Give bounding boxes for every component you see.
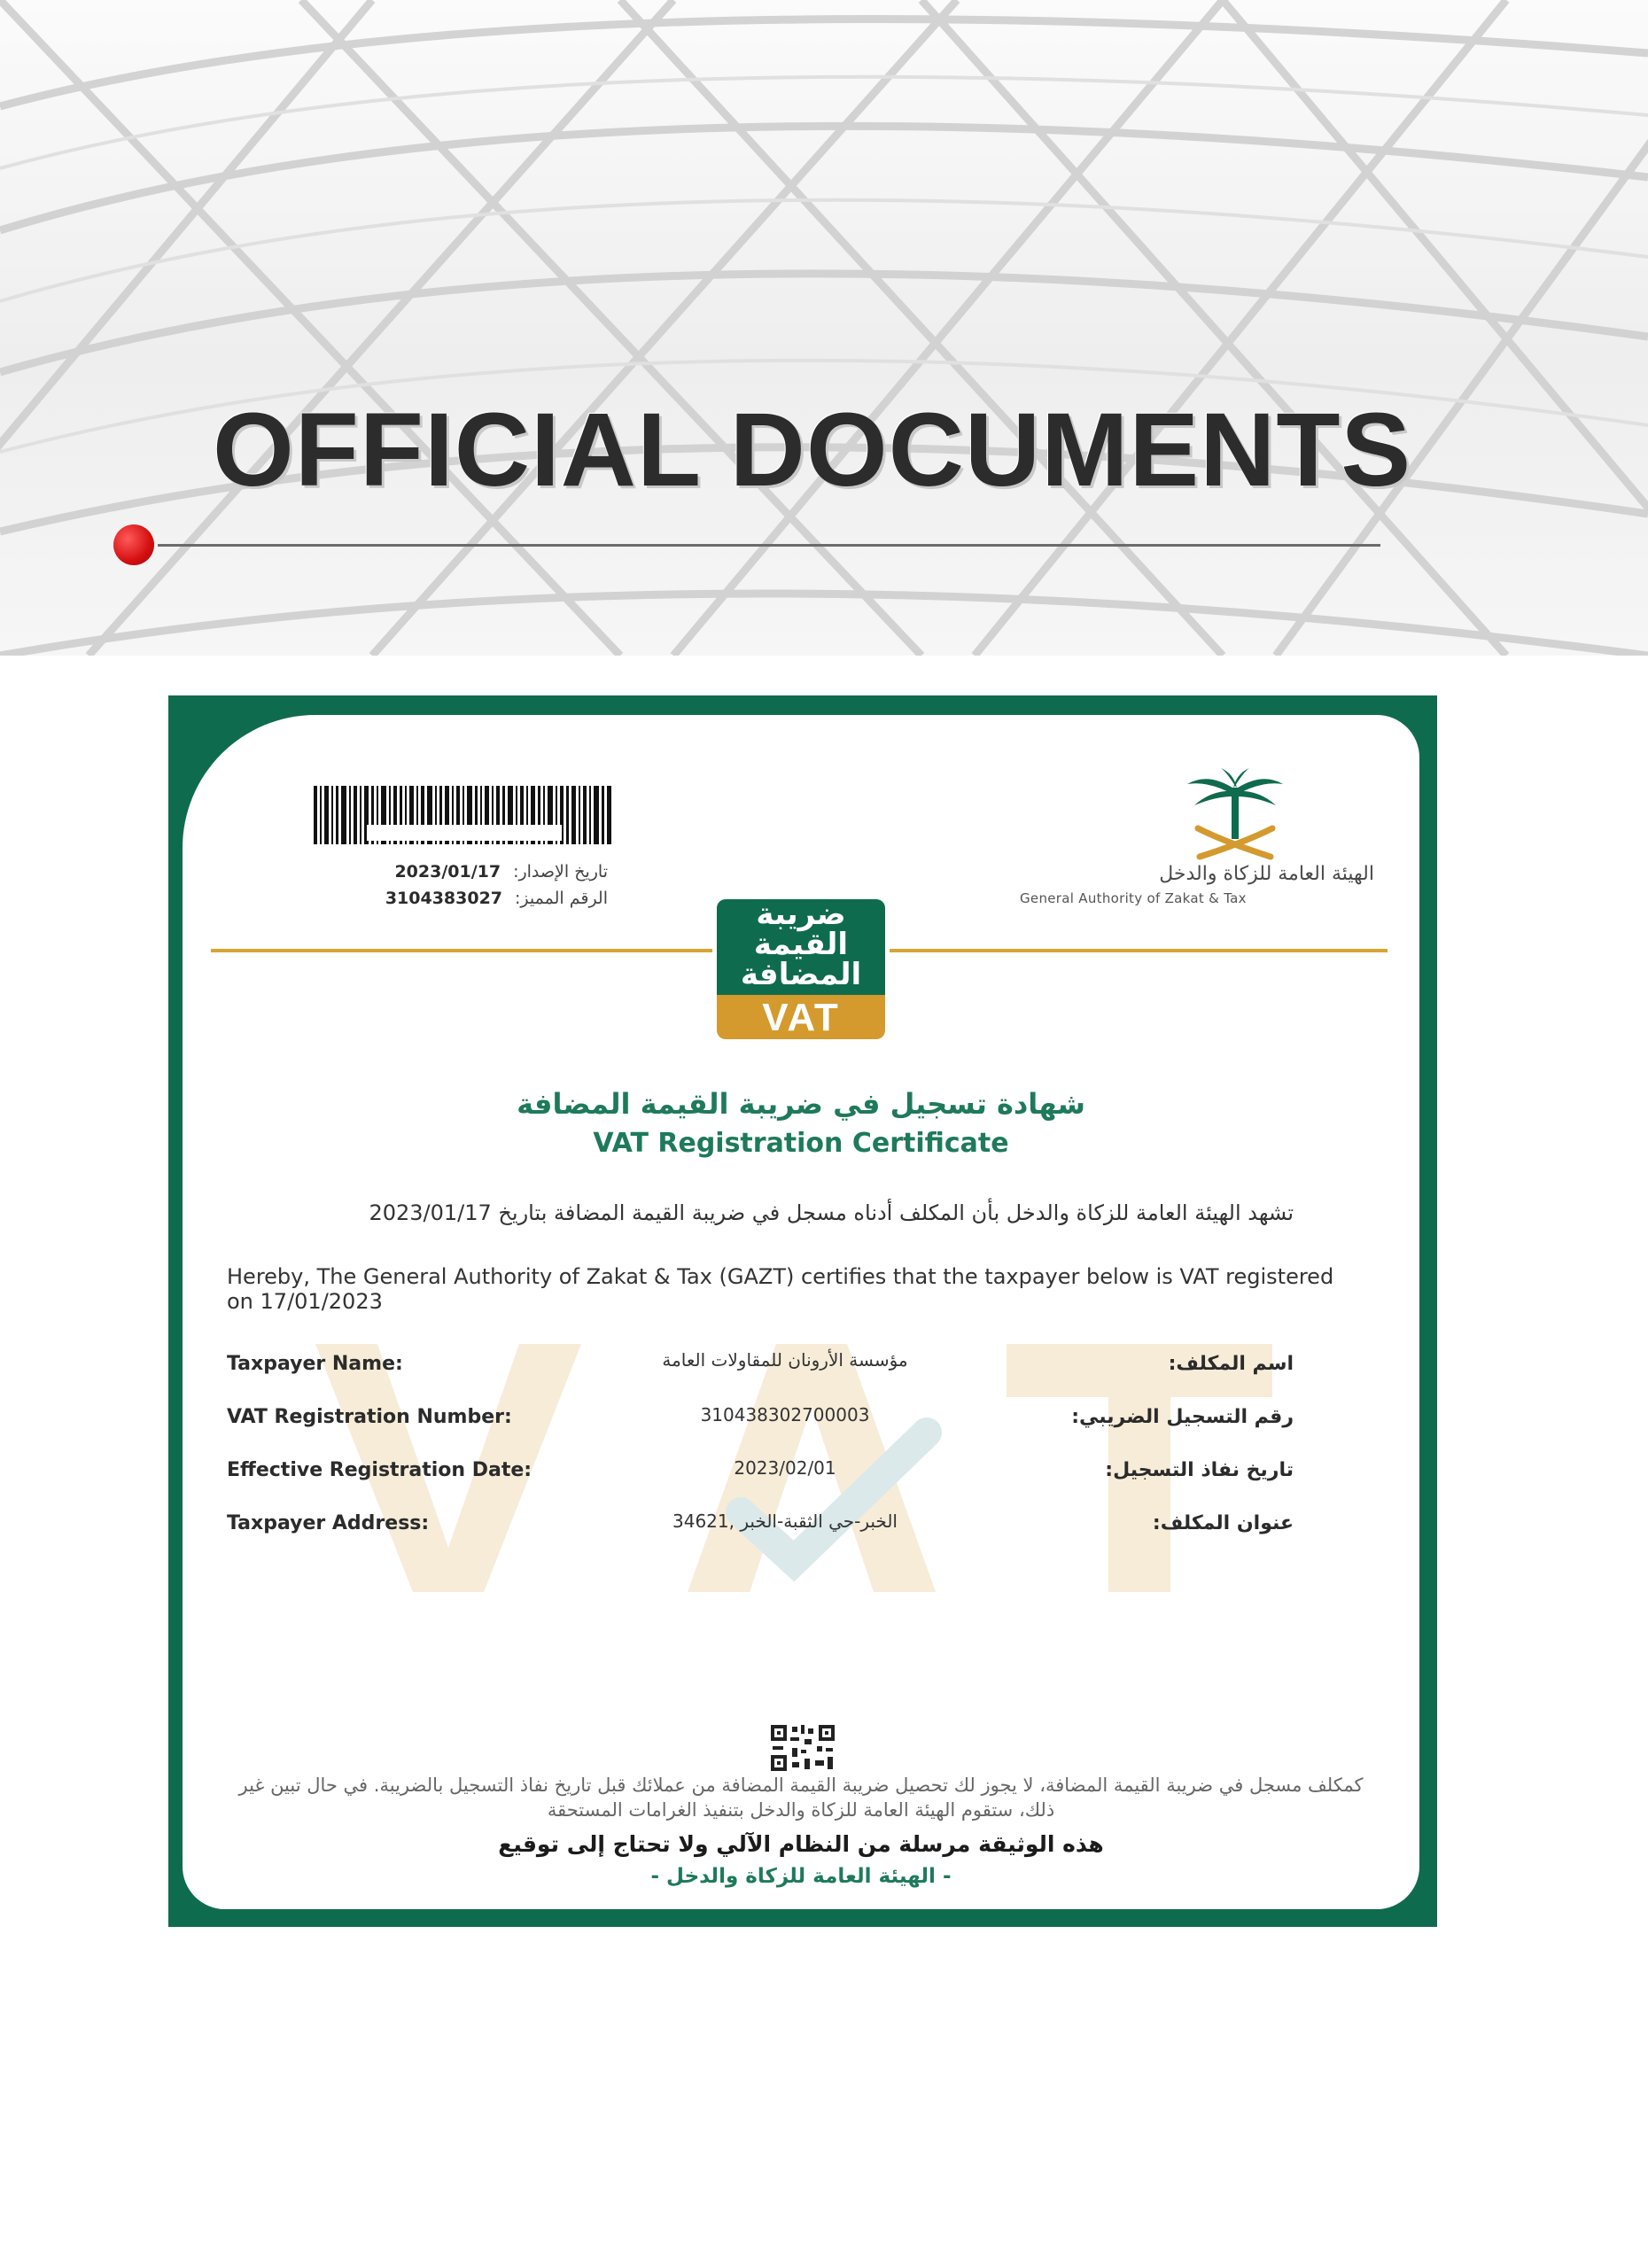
effective-date-value: 2023/02/01 xyxy=(734,1457,836,1479)
palm-swords-icon xyxy=(1182,768,1288,866)
title-divider xyxy=(158,544,1380,547)
vat-logo-line-2: القيمة xyxy=(753,927,849,962)
vat-number-label-en: VAT Registration Number: xyxy=(227,1406,512,1428)
gold-divider-left xyxy=(211,949,712,952)
vat-logo-arabic xyxy=(717,899,885,995)
lattice-background xyxy=(0,0,1648,656)
certification-statement-ar: تشهد الهيئة العامة للزكاة والدخل بأن المكلف أدناه مسجل في ضريبة القيمة المضافة بتاريخ 2023/01/17 xyxy=(369,1200,1294,1225)
page-title: OFFICIAL DOCUMENTS xyxy=(213,392,1412,509)
certificate-card xyxy=(183,715,1419,1909)
gold-divider-right xyxy=(890,949,1388,952)
authority-name-ar: الهيئة العامة للزكاة والدخل xyxy=(1159,863,1374,885)
effective-date-label-ar: تاريخ نفاذ التسجيل: xyxy=(1105,1459,1294,1481)
serial-number-value: 3104383027 xyxy=(385,889,503,908)
certificate-title-ar: شهادة تسجيل في ضريبة القيمة المضافة xyxy=(517,1087,1085,1121)
serial-number-label: الرقم المميز: xyxy=(515,889,608,908)
vat-number-label-ar: رقم التسجيل الضريبي: xyxy=(1071,1406,1294,1428)
taxpayer-address-value: الخبر-حي الثقبة-الخبر ,34621 xyxy=(672,1511,898,1532)
automated-document-note: هذه الوثيقة مرسلة من النظام الآلي ولا تحتاج إلى توقيع xyxy=(498,1831,1104,1857)
vat-logo-line-1: ضريبة xyxy=(756,897,846,932)
vat-number-value: 310438302700003 xyxy=(700,1404,870,1425)
authority-logo xyxy=(1093,768,1377,869)
vat-logo xyxy=(717,899,885,1041)
authority-name-en: General Authority of Zakat & Tax xyxy=(1020,890,1247,906)
effective-date-label-en: Effective Registration Date: xyxy=(227,1459,532,1481)
barcode xyxy=(314,786,615,848)
issue-date-value: 2023/01/17 xyxy=(394,862,501,882)
certification-statement-en: Hereby, The General Authority of Zakat & Tax (GAZT) certifies that the taxpayer below is VAT registered on 17/01/2023 xyxy=(227,1264,1334,1314)
issue-date-label: تاريخ الإصدار: xyxy=(513,862,608,882)
barcode-icon xyxy=(314,786,615,844)
certificate-title-en: VAT Registration Certificate xyxy=(593,1128,1009,1159)
qr-code-icon xyxy=(771,1725,835,1771)
taxpayer-name-value: مؤسسة الأرونان للمقاولات العامة xyxy=(662,1349,908,1371)
taxpayer-address-label-ar: عنوان المكلف: xyxy=(1152,1512,1294,1534)
taxpayer-address-label-en: Taxpayer Address: xyxy=(227,1512,430,1534)
serial-number-line xyxy=(342,889,608,908)
registration-notice-ar: كمكلف مسجل في ضريبة القيمة المضافة، لا يجوز لك تحصيل ضريبة القيمة المضافة من عملائك قبل تاريخ نفاذ التسجيل بالضريبة. في حال تبين غير ذلك، ستقوم الهيئة العامة للزكاة والدخل بتنفيذ الغرامات المستحقة xyxy=(238,1775,1364,1821)
footer-authority-name: - الهيئة العامة للزكاة والدخل - xyxy=(650,1865,952,1888)
red-bullet-icon xyxy=(113,524,154,565)
issue-date-line xyxy=(342,862,608,882)
vat-certificate xyxy=(168,695,1437,1927)
header-banner xyxy=(0,0,1648,656)
taxpayer-name-label-en: Taxpayer Name: xyxy=(227,1353,403,1375)
taxpayer-name-label-ar: اسم المكلف: xyxy=(1168,1353,1294,1375)
vat-logo-text: VAT xyxy=(717,995,885,1039)
vat-logo-line-3: المضافة xyxy=(740,957,862,992)
